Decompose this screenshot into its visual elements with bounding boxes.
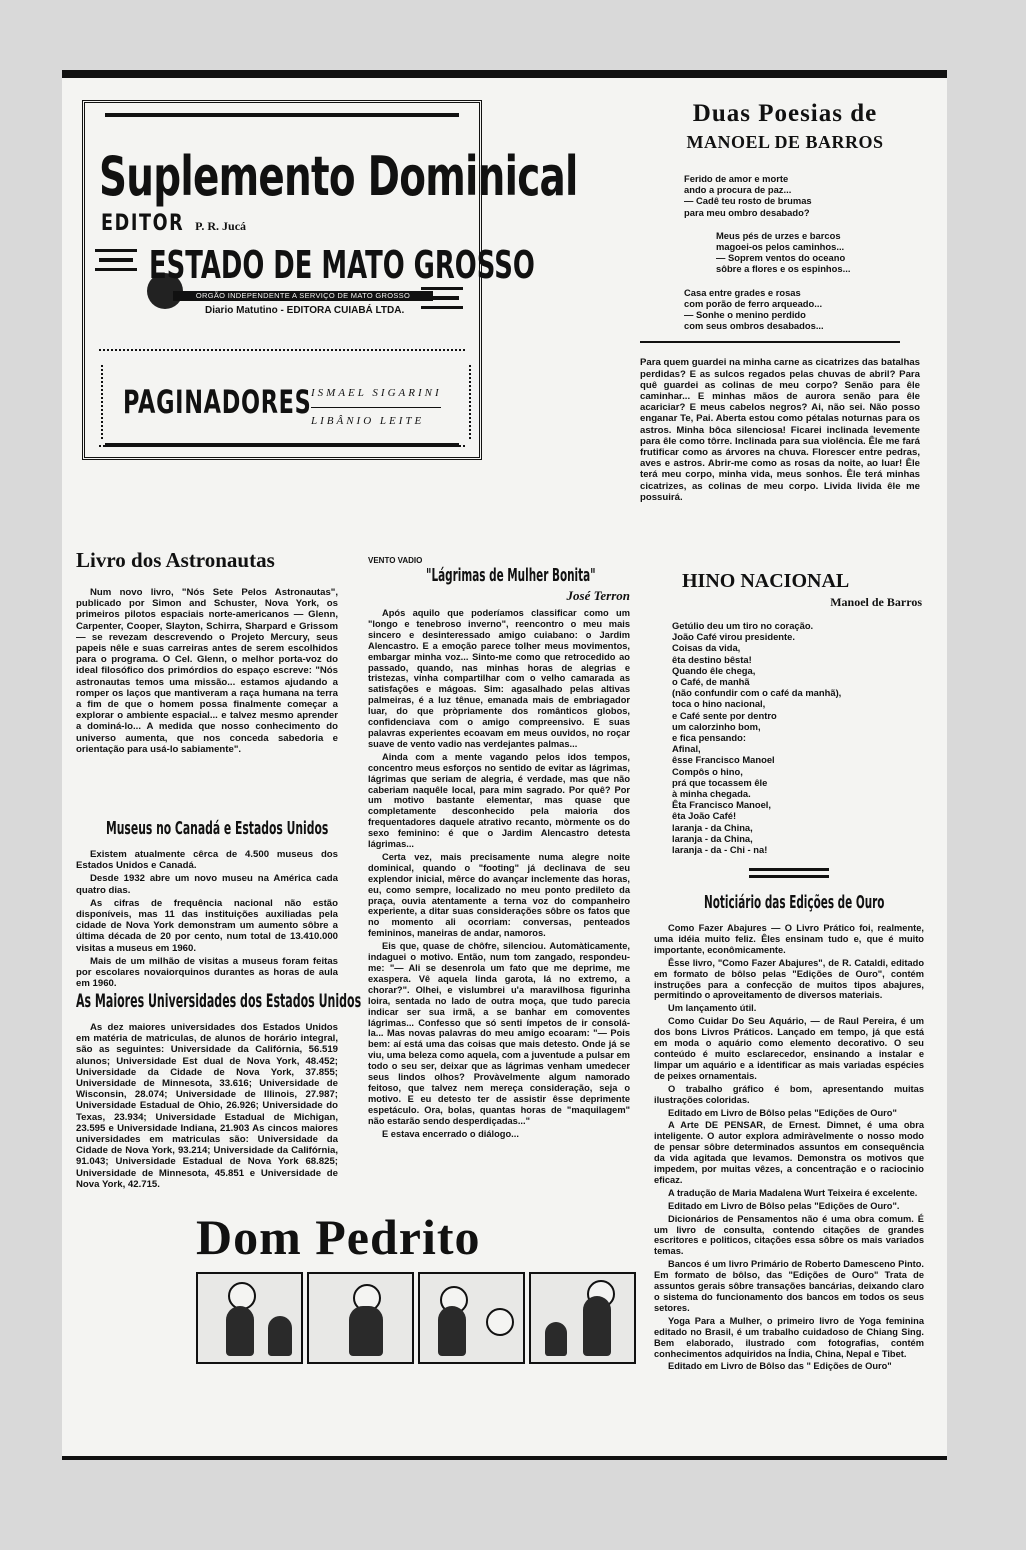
character-figure-icon xyxy=(438,1306,466,1356)
poesias-title: Duas Poesias de xyxy=(692,100,878,127)
museus-body xyxy=(76,849,338,989)
universidades-text: As dez maiores universidades dos Estados Unidos em matéria de matriculas, de alunos de horário integral, são as seguintes: Universidade da Califórnia, 56.519 alunos; Universidade Est dual de Nova York, 48.452; Universidade da Cidade de Nova York, 37.855; Universidade de Minnesota, 33.616; Universidade de Wisconsin, 28.074; Universidade de Illinois, 27.987; Universidade Estadual de Ohio, 26.926; Universidade do Texas, 23.934; Universidade Estadual de Michigan, 23.595 e Universidade Indiana, 21.903 As cincos maiores universidades em matriculas são: Universidade da Cidade de Nova York, 93.214; Universidade da Califórnia, 91.043; Universidade Estadual de Nova York 68.825; Universidade de Minnesota, 45.851 e Universidade de Nova York, 42.715. xyxy=(76,1022,338,1190)
comic-panel xyxy=(196,1272,303,1364)
character-figure-icon xyxy=(545,1322,567,1356)
lagrimas-kicker: VENTO VADIO xyxy=(368,556,423,565)
comic-panel xyxy=(529,1272,636,1364)
hino-section xyxy=(672,570,922,855)
astronautas-section xyxy=(76,548,338,757)
astronautas-title: Livro dos Astronautas xyxy=(76,548,275,572)
lagrimas-title: "Lágrimas de Mulher Bonita" xyxy=(426,565,596,586)
astronautas-body xyxy=(76,587,338,755)
noticiario-paragraph: Dicionários de Pensamentos não é uma obra comum. É um livro de consulta, contendo citações de grandes escritores e politicos, citações essa sôbre os mais variados temas. xyxy=(654,1213,924,1257)
noticiario-paragraph: A tradução de Maria Madalena Wurt Teixeira é excelente. xyxy=(668,1187,918,1198)
character-figure-icon xyxy=(583,1296,611,1356)
supplement-title: Suplemento Dominical xyxy=(99,145,578,208)
editor-name: P. R. Jucá xyxy=(195,219,247,233)
lagrimas-paragraph: Certa vez, mais precisamente numa alegre noite dominical, quando o "footing" já declinava de seu explendor inicial, mêrce do avançar inclemente das horas, eu, como sempre, localizado no meu ponto predileto da praça, ouvia atentamente a terna voz do companheiro experiente, a ditar suas considerações sôbre os fatos que no momento ali ocorriam: conversas, penteados femininos, maneiras de andar, namoros. xyxy=(368,851,630,939)
universidades-section xyxy=(76,990,362,1192)
ornament-right xyxy=(421,287,463,309)
noticiario-paragraph: Editado em Livro de Bôlso das " Edições de Ouro" xyxy=(668,1361,892,1372)
museus-paragraph: Existem atualmente cêrca de 4.500 museus dos Estados Unidos e Canadá. xyxy=(76,849,338,872)
lagrimas-paragraph: E estava encerrado o diálogo... xyxy=(382,1128,519,1139)
museus-paragraph: Desde 1932 abre um novo museu na América cada quatro dias. xyxy=(76,873,338,896)
ornament-left xyxy=(95,249,137,271)
paginador-divider xyxy=(311,407,441,408)
comic-panel xyxy=(307,1272,414,1364)
universidades-title: As Maiores Universidades dos Estados Unidos xyxy=(76,990,362,1012)
museus-title: Museus no Canadá e Estados Unidos xyxy=(106,818,329,839)
dotted-rule-top xyxy=(99,349,465,351)
museus-paragraph: Mais de um milhão de visitas a museus foram feitas por escolares novaiorquinos durantes as horas de aula em 1960. xyxy=(76,955,338,990)
noticiario-paragraph: Um lançamento útil. xyxy=(668,1003,757,1014)
hino-author: Manoel de Barros xyxy=(830,595,922,609)
noticiario-paragraph: Editado em Livro de Bôlso pelas "Edições de Ouro". xyxy=(668,1200,900,1211)
section-divider xyxy=(640,341,900,343)
character-figure-icon xyxy=(349,1306,383,1356)
noticiario-paragraph: Bancos é um livro Primário de Roberto Damesceno Pinto. Em formato de bôlso, das "Edições de Ouro" Trata de assuntos gerais sôbre transações bancárias, deixando claro o sistema do funcionamento dos bancos em todos os seus setores. xyxy=(654,1259,924,1313)
comic-panel xyxy=(418,1272,525,1364)
poesias-author: MANOEL DE BARROS xyxy=(686,132,884,152)
noticiario-section xyxy=(654,868,924,1374)
noticiario-body xyxy=(654,923,924,1372)
poesias-section xyxy=(640,100,930,505)
noticiario-paragraph: Editado em Livro de Bôlso pelas "Edições de Ouro" xyxy=(668,1107,897,1118)
newspaper-name: ESTADO DE MATO GROSSO xyxy=(149,243,535,287)
hino-title: HINO NACIONAL xyxy=(682,570,850,592)
noticiario-title: Noticiário das Edições de Ouro xyxy=(704,892,885,913)
hino-text: Getúlio deu um tiro no coração. João Café virou presidente. Coisas da vida, êta destino bêsta! Quando êle chega, o Café, de manhã (não confundir com o café da manhã), toca o hino nacional, e Café sente por dentro um calorzinho bom, e fica pensando: Afinal, êsse Francisco Manoel Compôs o hino, prá que tocassem êle à minha chegada. Êta Francisco Manoel, êta João Café! laranja - da China, laranja - da China, laranja - da - Chi - na! xyxy=(672,620,842,856)
museus-paragraph: As cifras de frequência nacional não estão disponíveis, mas 11 das instituições auxiliadas pela cidade de Nova York demonstram um aumento sôbre a última década de 20 por cento, num total de 13.410.000 visitas a museus em 1960. xyxy=(76,897,338,954)
lagrimas-paragraph: Após aquilo que poderíamos classificar como um "longo e tenebroso inverno", reencontro o meu mais sincero e desinteressado amigo cuiabano: o Jardim Alencastro. E a emoção parece tolher meus movimentos, embargar minha voz... Sinto-me como que retrocedido ao passado, quando, nas minhas horas de alegrias e tristezas, vinha compartilhar com o velho camarada as satisfações e mágoas. Sim: agasalhado pelas altivas palmeiras, é a luz tênue, emanada mais de embriagador luar, do que pròpriamente dos românticos globos, confidenciava com o amigo compreensivo. E suas palavras experientes ecoavam em meus ouvidos, no roçar suave de vento vadio nas verdejantes palmas... xyxy=(368,608,630,749)
noticiario-paragraph: Como Cuidar Do Seu Aquário, — de Raul Pereira, é um dos bons Livros Práticos. Lançado em tempo, já que está em moda o aquário como elemento decorativo. O seu conteúdo é muito esclarecedor, ensinando a instalar e limpar um aquário e a identificar as mais variadas espécies de peixes ornamentais. xyxy=(654,1016,924,1081)
poem-stanza: Meus pés de urzes e barcos magoei-os pelos caminhos... — Soprem ventos do oceano sôbre a flores e os espinhos... xyxy=(716,229,851,275)
noticiario-ornament xyxy=(749,868,829,878)
masthead-top-rule xyxy=(105,113,459,117)
paginadores-box xyxy=(101,365,471,439)
lagrimas-paragraph: Eis que, quase de chôfre, silenciou. Automàticamente, indaguei o motivo. Então, num tom zangado, respondeu-me: "— Ali se desenrola um fato que me deprime, me exaspera. Vê aquela linda garota, lá no extremo, a chorar?". Olhei, e vislumbrei u'a maravilhosa figurinha loira, sentada no lado de outra moça, que tudo parecia indicar ser sua irmã, a se banhar em comoventes lágrimas... Confesso que só senti ímpetos de ir consolá-la... Mas novas palavras do meu amigo ecoaram: "— Pois bem: aí está uma das coisas que mais detesto. Onde já se viu, uma beleza como aquela, com a juventude a pulsar em todo o seu ser, deixar que as lágrimas venham umedecer seus lindos olhos? Provàvelmente algum namorado feitoso, que talvez nem mereça consideração, seja o motivo. E eu detesto ter de assistir êsse deprimente espetáculo. Ora, bolas, quantas horas de "maquilagem" não estarão sendo desperdiçadas..." xyxy=(368,941,630,1126)
poem-stanza: Ferido de amor e morte ando a procura de paz... — Cadê teu rosto de brumas para meu ombro desabado? xyxy=(684,173,812,218)
poem-prose xyxy=(640,357,920,503)
character-head-icon xyxy=(486,1308,514,1336)
noticiario-paragraph: O trabalho gráfico é bom, apresentando muitas ilustrações coloridas. xyxy=(654,1083,924,1105)
character-figure-icon xyxy=(268,1316,292,1356)
editor-label: EDITOR xyxy=(101,211,185,236)
noticiario-paragraph: Como Fazer Abajures — O Livro Prático foi, realmente, uma idéia muito feliz. Êles ensinam tudo e, que é muito importante, econômicamente. xyxy=(654,923,924,955)
comic-panels xyxy=(196,1272,636,1364)
editor-line xyxy=(101,211,246,236)
lagrimas-section xyxy=(368,556,630,1142)
paginador-name: ISMAEL SIGARINI xyxy=(311,387,442,399)
paginadores-label: PAGINADORES xyxy=(123,383,312,421)
masthead-box xyxy=(82,100,578,460)
noticiario-paragraph: Yoga Para a Mulher, o primeiro livro de Yoga feminina editado no Brasil, é um trabalho cuidadoso de Chiang Sing. Bem elaborado, ilustrado com fotografias, contém conhecimentos adquiridos na Índia, China, Nepal e Tibet. xyxy=(654,1315,924,1359)
newspaper-logo xyxy=(95,243,535,333)
lagrimas-author: José Terron xyxy=(566,588,630,603)
astronautas-text: Num novo livro, "Nós Sete Pelos Astronautas", publicado por Simon and Schuster, Nova York, os primeiros pilotos espaciais norte-americanos — Glenn, Carpenter, Cooper, Slayton, Schirra, Sharpard e Grissom — se revezam descrevendo o Projeto Mercury, seus papeis nêle e suas carreiras antes de serem escolhidos para o programa. O Cel. Glenn, o melhor porta-voz do ideal filosófico dos primórdios do espaço escreve: "Nós astronautas temos uma missão... estamos ajudando a romper os laços que mantiveram a raça humana na terra a fim de que o homem possa finalmente começar a explorar o ambiente espacial... e talvez mesmo aprender a dominá-lo... A medida que nosso conhecimento do universo aumenta, que nos conceda sabedoria e orientação para usá-lo sabiamente". xyxy=(76,587,338,755)
lagrimas-body xyxy=(368,608,630,1140)
lagrimas-paragraph: Ainda com a mente vagando pelos idos tempos, concentro meus esforços no sentido de evitar as lágrimas, lágrimas que seriam de alegria, é verdade, mas que não caberiam naquêle local, para mim sagrado. Por quê? Por um motivo bastante elementar, mas quase que completamente desconhecido pela maioria dos frequentadores daquele atrativo recanto, mòrmente os do sexo feminino: é que o Jardim Alencastro detesta lágrimas... xyxy=(368,751,630,850)
newspaper-tagline: ORGÃO INDEPENDENTE A SERVIÇO DE MATO GROSSO xyxy=(173,291,433,301)
comic-title: Dom Pedrito xyxy=(196,1209,481,1265)
comic-strip xyxy=(196,1208,636,1348)
paginador-name: LIBÂNIO LEITE xyxy=(311,415,425,427)
newspaper-page xyxy=(62,70,947,1460)
newspaper-subline: Diario Matutino - EDITORA CUIABÁ LTDA. xyxy=(205,305,405,316)
noticiario-paragraph: Êsse livro, "Como Fazer Abajures", de R. Cataldi, editado em formato de bôlso pelas "Edições de Ouro", contém instruções para a confecção de muitos tipos abajures, permitindo o aproveitamento de diversos materiais. xyxy=(654,957,924,1001)
dotted-rule-bottom xyxy=(99,445,465,447)
museus-section xyxy=(76,818,338,991)
poem-stanza: Casa entre grades e rosas com porão de ferro arqueado... — Sonhe o menino perdido com seus ombros desabados... xyxy=(684,286,824,332)
poem-prose-text: Para quem guardei na minha carne as cicatrizes das batalhas perdidas? E as sulcos regados pelas chuvas de abril? Para quê guardei as colinas de meu corpo? Senão para êle caminhar... E minhas mãos de aurora senão para êle acariciar? E meus cabelos negros? Ai, não sei. Não posso enganar Te, Pai. Aberta estou como pétalas noturnas para os astros. Minha bôca silenciosa! Ficarei inclinada levemente para êle como tôrre. Inclinada para sua violência. Êle me fará frutificar como as árvores na chuva. Florescer entre pedras, aves e astros. Abrir-me como as rosas da noite, ao luar! Êle terá meu corpo, minha vida, meus sonhos. Êle terá minhas cicatrizes, as colinas de meu corpo. Livida livida êle me possuirá. xyxy=(640,357,920,503)
universidades-body xyxy=(76,1022,338,1190)
character-figure-icon xyxy=(226,1306,254,1356)
noticiario-paragraph: A Arte DE PENSAR, de Ernest. Dimnet, é uma obra inteligente. O autor explora admiràvelmente o nosso modo de pensar sôbre determinados assuntos em consequência da vida agitada que levamos. Demonstra os motivos que impedem, por muitas vêzes, a concentração e o raciocinio eficaz. xyxy=(654,1120,924,1185)
